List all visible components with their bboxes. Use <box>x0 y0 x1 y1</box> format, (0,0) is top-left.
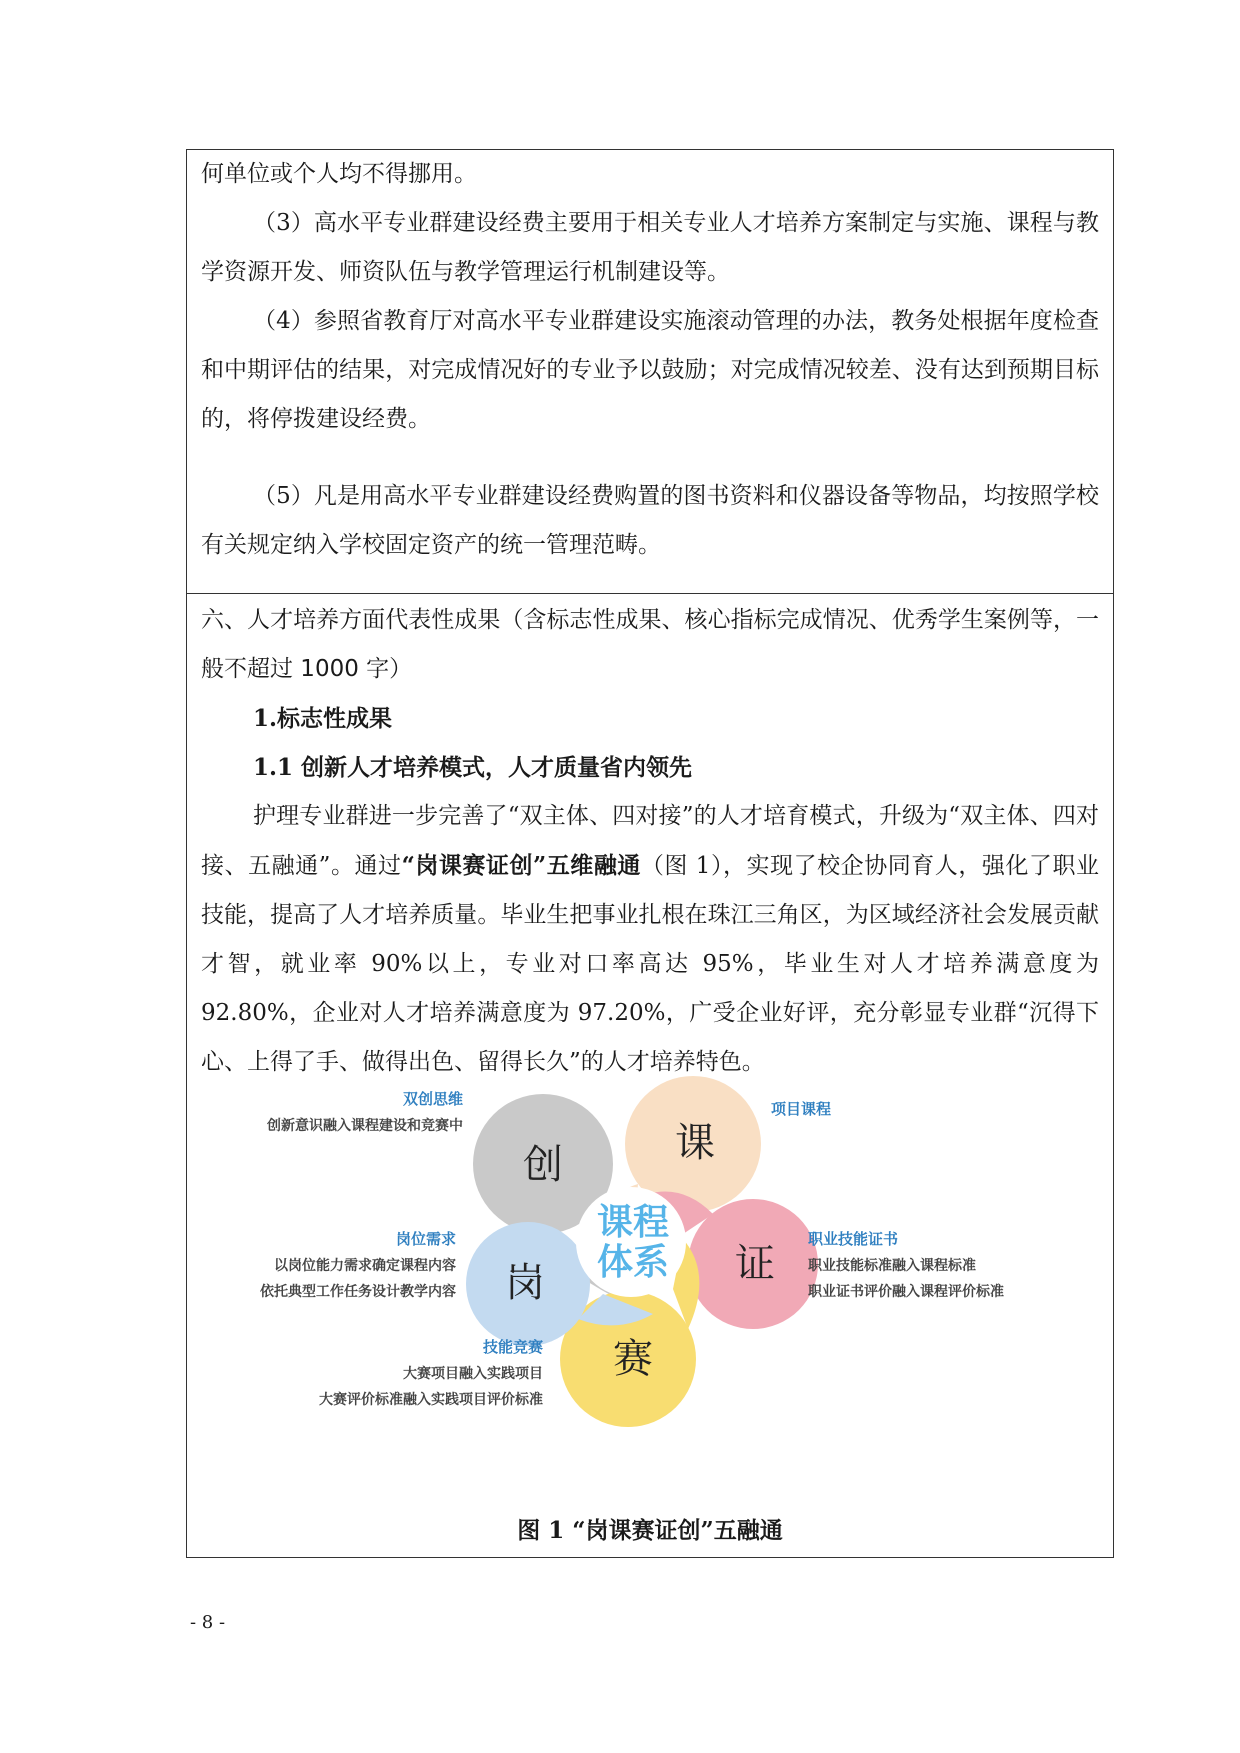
petal-char-ke: 课 <box>675 1120 715 1166</box>
label-title-ke: 项目课程 <box>771 1100 832 1118</box>
label-line-zheng-2: 职业证书评价融入课程评价标准 <box>808 1284 1004 1300</box>
paragraph-4: （4）参照省教育厅对高水平专业群建设实施滚动管理的办法，教务处根据年度检查和中期评估的结果，对完成情况好的专业予以鼓励；对完成情况较差、没有达到预期目标的，将停拨建设经费。 <box>201 308 1099 432</box>
body-text-bold: “岗课赛证创”五维融通 <box>401 852 641 879</box>
table-cell-funding <box>186 149 1114 593</box>
paragraph-line: 何单位或个人均不得挪用。 <box>201 161 477 187</box>
label-line-chuang-1: 创新意识融入课程建设和竞赛中 <box>267 1118 463 1134</box>
petal-char-gang: 岗 <box>505 1260 545 1306</box>
body-text-part2: （图 1），实现了校企协同育人，强化了职业技能，提高了人才培养质量。毕业生把事业扎根在珠江三角区，为区域经济社会发展贡献才智，就业率 90%以上，专业对口率高达 95%，毕业生对人才培养满意度为 92.80%，企业对人才培养满意度为 97.20%，广受企业好评，充分彰显专业群“沉得下心、上得了手、做得出色、留得长久”的人才培养特色。 <box>201 853 1099 1075</box>
label-title-gang: 岗位需求 <box>395 1230 456 1248</box>
page-number: - 8 - <box>190 1612 226 1633</box>
heading-1-1: 1.1 创新人才培养模式，人才质量省内领先 <box>253 754 693 781</box>
paragraph-5: （5）凡是用高水平专业群建设经费购置的图书资料和仪器设备等物品，均按照学校有关规定纳入学校固定资产的统一管理范畴。 <box>201 483 1099 558</box>
body-text-part1: 护理专业群进一步完善了“双主体、四对接”的人才培育模式，升级为“双主体、四对接、五融通”。通过 <box>201 803 1099 879</box>
figure-caption: 图 1 “岗课赛证创”五融通 <box>517 1517 783 1544</box>
paragraph-3: （3）高水平专业群建设经费主要用于相关专业人才培养方案制定与实施、课程与教学资源开发、师资队伍与教学管理运行机制建设等。 <box>201 210 1099 285</box>
petal-char-chuang: 创 <box>523 1142 563 1188</box>
figure-five-integration <box>243 1074 1063 1484</box>
label-line-sai-1: 大赛项目融入实践项目 <box>403 1366 543 1382</box>
petal-char-sai: 赛 <box>613 1336 653 1382</box>
label-line-gang-1: 以岗位能力需求确定课程内容 <box>274 1258 456 1274</box>
label-title-chuang: 双创思维 <box>402 1090 463 1108</box>
center-label-line1: 课程 <box>596 1202 670 1243</box>
heading-1: 1.标志性成果 <box>253 705 393 732</box>
petal-char-zheng: 证 <box>735 1241 775 1287</box>
label-title-sai: 技能竞赛 <box>482 1338 543 1356</box>
label-line-gang-2: 依托典型工作任务设计教学内容 <box>260 1284 456 1300</box>
pinwheel-diagram <box>243 1074 1063 1484</box>
table-cell-achievements <box>186 593 1114 1558</box>
label-title-zheng: 职业技能证书 <box>808 1230 899 1248</box>
center-label-line2: 体系 <box>596 1242 670 1283</box>
body-paragraph <box>201 792 1099 1087</box>
label-line-sai-2: 大赛评价标准融入实践项目评价标准 <box>319 1392 543 1408</box>
section-title: 六、人才培养方面代表性成果（含标志性成果、核心指标完成情况、优秀学生案例等，一般不超过 1000 字） <box>201 607 1099 682</box>
label-line-zheng-1: 职业技能标准融入课程标准 <box>808 1258 976 1274</box>
